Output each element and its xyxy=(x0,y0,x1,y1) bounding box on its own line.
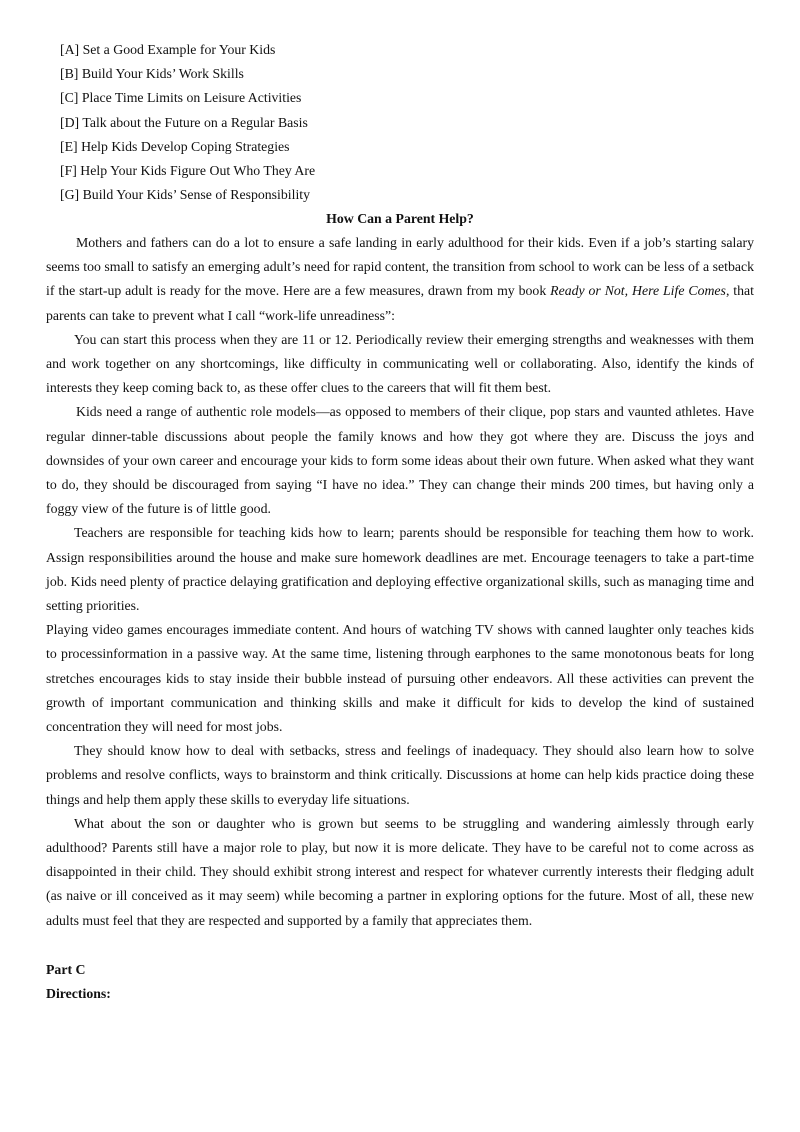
option-b: [B] Build Your Kids’ Work Skills xyxy=(60,66,244,82)
part-c-section xyxy=(46,958,111,1006)
paragraph-3: Teachers are responsible for teaching kids how to learn; parents should be responsible for teaching them how to work. Assign responsibilities around the house and make sure homework deadlines are met. Encourage teenagers to take a part-time job. Kids need plenty of practice delaying gratification and deploying effective organizational skills, such as managing time and setting priorities. xyxy=(46,525,754,614)
book-title: Ready or Not, Here Life Comes xyxy=(550,283,726,299)
intro-text-end: , that parents can take to prevent what I call “work-life unreadiness”: xyxy=(46,283,754,323)
paragraph-6: What about the son or daughter who is grown but seems to be struggling and wandering aimlessly through early adulthood? Parents still have a major role to play, but now it is more delicate. They have to be careful not to come across as disappointed in their child. They should exhibit strong interest and respect for whatever currently interests their fledging adult (as naive or ill conceived as it may seem) while becoming a partner in exploring options for the future. Most of all, these new adults must feel that they are respected and supported by a family that appreciates them. xyxy=(46,815,754,928)
paragraph-2: Kids need a range of authentic role models—as opposed to members of their clique, pop stars and vaunted athletes. Have regular dinner-table discussions about people the family knows and how they got where they are. Discuss the joys and downsides of your own career and encourage your kids to form some ideas about their own future. When asked what they want to do, they should be discouraged from saying “I have no idea.” They can change their minds 200 times, but having only a foggy view of the future is of little good. xyxy=(46,404,754,517)
part-label: Part C xyxy=(46,962,86,977)
options-list xyxy=(60,38,760,207)
directions-label: Directions: xyxy=(46,986,111,1002)
option-c: [C] Place Time Limits on Leisure Activities xyxy=(60,90,302,106)
paragraph-5: They should know how to deal with setbacks, stress and feelings of inadequacy. They should also learn how to solve problems and resolve conflicts, ways to brainstorm and think critically. Discussions at home can help kids practice doing these things and help them apply these skills to everyday life situations. xyxy=(46,743,754,807)
article-title: How Can a Parent Help? xyxy=(326,211,474,226)
option-e: [E] Help Kids Develop Coping Strategies xyxy=(60,138,290,154)
paragraph-4: Playing video games encourages immediate content. And hours of watching TV shows with canned laughter only teaches kids to processinformation in a passive way. At the same time, listening through earphones to the same monotonous beats for long stretches encourages kids to stay inside their bubble instead of pursuing other endeavors. All these activities can prevent the growth of important communication and thinking skills and make it difficult for kids to develop the kind of sustained concentration they will need for most jobs. xyxy=(46,622,754,735)
option-d: [D] Talk about the Future on a Regular Basis xyxy=(60,114,308,130)
option-a: [A] Set a Good Example for Your Kids xyxy=(60,42,276,57)
article-body xyxy=(46,231,754,933)
paragraph-1: You can start this process when they are 11 or 12. Periodically review their emerging strengths and weaknesses with them and work together on any shortcomings, like difficulty in communicating well or collaborating. Also, identify the kinds of interests they keep coming back to, as these offer clues to the careers that will fit them best. xyxy=(46,331,754,396)
intro-paragraph xyxy=(46,231,754,328)
option-f: [F] Help Your Kids Figure Out Who They Are xyxy=(60,162,316,178)
option-g: [G] Build Your Kids’ Sense of Responsibility xyxy=(60,187,311,203)
intro-text: Mothers and fathers can do a lot to ensure a safe landing in early adulthood for their kids. Even if a job’s starting salary seems too small to satisfy an emerging adult’s need for rapid content, the transition from school to work can be less of a setback if the start-up adult is ready for the move. Here are a few measures, drawn from my book xyxy=(46,235,754,299)
